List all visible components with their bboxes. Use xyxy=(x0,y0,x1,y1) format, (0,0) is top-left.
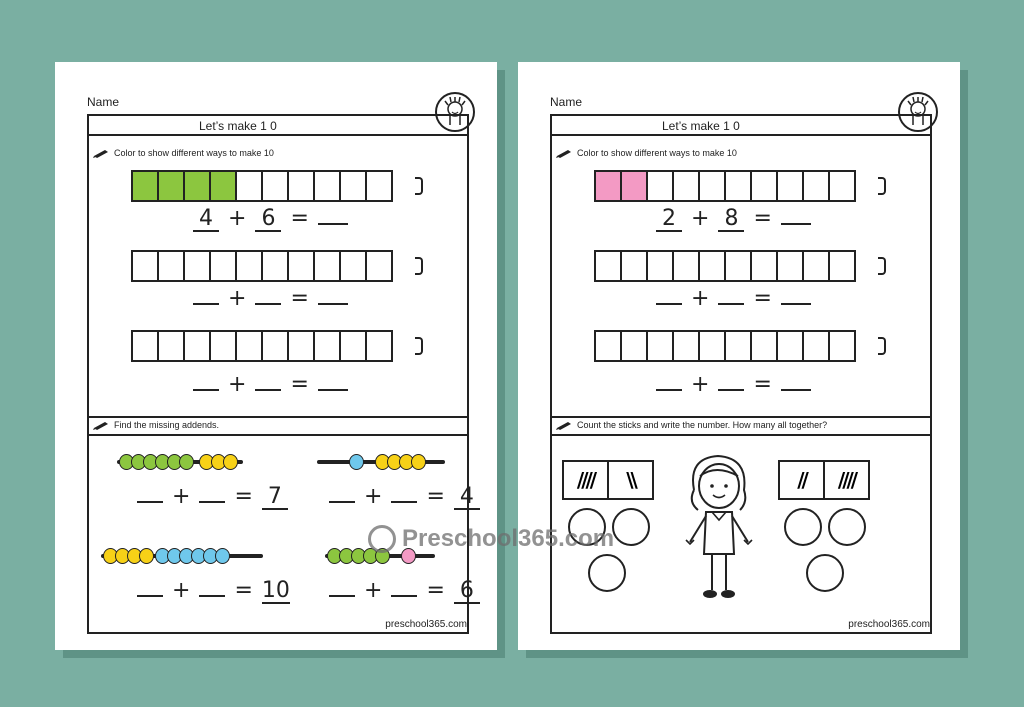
stick-count-box xyxy=(562,460,654,500)
ten-frame-cell[interactable] xyxy=(802,330,830,362)
equation-row xyxy=(654,372,813,397)
ten-frame-cell[interactable] xyxy=(365,170,393,202)
ten-frame-cell[interactable] xyxy=(131,170,159,202)
ten-frame-cell[interactable] xyxy=(828,170,856,202)
ten-frame-cell[interactable] xyxy=(828,330,856,362)
ten-frame-cell[interactable] xyxy=(209,250,237,282)
sum-blank[interactable] xyxy=(781,389,811,391)
stick-group: \\ xyxy=(607,462,652,498)
abacus-equation xyxy=(327,578,482,604)
instruction-text: Color to show different ways to make 10 xyxy=(114,148,274,158)
ten-frame-cell[interactable] xyxy=(261,250,289,282)
equation-row xyxy=(654,286,813,311)
name-label: Name xyxy=(550,95,583,109)
pencil-icon xyxy=(556,421,572,430)
ten-frame-cell[interactable] xyxy=(287,250,315,282)
ten-frame-cell[interactable] xyxy=(594,170,622,202)
addend-a[interactable] xyxy=(656,389,682,391)
plus-sign: + xyxy=(172,578,191,603)
worksheet-frame xyxy=(87,114,474,634)
ten-frame-cell[interactable] xyxy=(750,330,778,362)
addend-b[interactable] xyxy=(391,595,417,597)
ten-frame-cell[interactable] xyxy=(620,250,648,282)
ten-frame-cell[interactable] xyxy=(724,170,752,202)
worksheet-title: Let’s make 1 0 xyxy=(199,119,277,133)
number-bond-circle[interactable] xyxy=(612,508,650,546)
ten-frame-cell[interactable] xyxy=(776,250,804,282)
title-row xyxy=(89,116,467,136)
addend-b[interactable] xyxy=(255,389,281,391)
addend-b[interactable]: 8 xyxy=(718,208,744,232)
instruction-text: Find the missing addends. xyxy=(114,420,220,430)
section-divider xyxy=(89,416,467,418)
watermark xyxy=(368,525,614,553)
ten-frame-cell[interactable] xyxy=(698,330,726,362)
number-bond-circle[interactable] xyxy=(784,508,822,546)
sum-blank[interactable] xyxy=(318,303,348,305)
sum-blank[interactable] xyxy=(318,389,348,391)
stick-group: //// xyxy=(823,462,868,498)
section-divider xyxy=(89,434,467,436)
instruction-text: Count the sticks and write the number. How many all together? xyxy=(577,420,828,430)
ten-frame-cell[interactable] xyxy=(672,170,700,202)
ten-frame-cell[interactable] xyxy=(802,250,830,282)
equals-sign: = xyxy=(426,578,445,603)
addend-b[interactable] xyxy=(718,389,744,391)
addend-a[interactable] xyxy=(193,303,219,305)
addend-a[interactable] xyxy=(193,389,219,391)
bead-abacus xyxy=(317,454,445,470)
footer-url: preschool365.com xyxy=(385,619,467,630)
ten-frame-cell[interactable] xyxy=(209,170,237,202)
addend-a[interactable] xyxy=(656,303,682,305)
plus-sign: + xyxy=(228,372,247,397)
footer-url: preschool365.com xyxy=(848,619,930,630)
ten-frame-cell[interactable] xyxy=(183,170,211,202)
ten-frame-cell[interactable] xyxy=(261,330,289,362)
ten-frame-cell[interactable] xyxy=(183,250,211,282)
ten-frame-cell[interactable] xyxy=(339,170,367,202)
addend-a[interactable]: 2 xyxy=(656,208,682,232)
ten-frame-cell[interactable] xyxy=(287,170,315,202)
plus-sign: + xyxy=(691,286,710,311)
number-bond-circle[interactable] xyxy=(828,508,866,546)
ten-frame-cell[interactable] xyxy=(594,250,622,282)
total-value: 7 xyxy=(262,486,288,510)
ten-frame-cell[interactable] xyxy=(365,330,393,362)
ten-frame-bar[interactable] xyxy=(594,330,878,362)
bead-abacus xyxy=(101,548,263,564)
instruction-sticks xyxy=(556,420,827,430)
ten-frame-cell[interactable] xyxy=(235,330,263,362)
sum-blank[interactable] xyxy=(318,223,348,225)
ten-frame-cell[interactable] xyxy=(313,170,341,202)
addend-a[interactable] xyxy=(137,501,163,503)
addend-b[interactable] xyxy=(199,595,225,597)
pencil-icon xyxy=(93,149,109,158)
watermark-logo-icon xyxy=(368,525,396,553)
ten-frame-cell[interactable] xyxy=(131,250,159,282)
addend-a[interactable] xyxy=(329,595,355,597)
ten-frame-cell[interactable] xyxy=(261,170,289,202)
section-divider xyxy=(552,434,930,436)
ten-frame-cell[interactable] xyxy=(672,250,700,282)
instruction-color xyxy=(93,148,274,158)
sum-blank[interactable] xyxy=(781,303,811,305)
equation-row xyxy=(191,206,350,232)
ten-frame-cell[interactable] xyxy=(750,250,778,282)
equation-row xyxy=(191,372,350,397)
equals-sign: = xyxy=(426,484,445,509)
addend-a[interactable] xyxy=(329,501,355,503)
ten-frame-cell[interactable] xyxy=(776,170,804,202)
name-label: Name xyxy=(87,95,120,109)
ten-frame-cell[interactable] xyxy=(620,330,648,362)
ten-frame-cell[interactable] xyxy=(157,170,185,202)
ten-frame-cell[interactable] xyxy=(646,170,674,202)
ten-frame-cell[interactable] xyxy=(724,330,752,362)
equals-sign: = xyxy=(753,286,772,311)
ten-frame-cell[interactable] xyxy=(698,170,726,202)
ten-frame-cell[interactable] xyxy=(157,250,185,282)
abacus-equation xyxy=(135,484,290,510)
sum-blank[interactable] xyxy=(781,223,811,225)
abacus-equation xyxy=(135,578,292,604)
equation-row xyxy=(191,286,350,311)
number-bond-circle[interactable] xyxy=(806,554,844,592)
addend-a[interactable]: 4 xyxy=(193,208,219,232)
section-divider xyxy=(552,416,930,418)
instruction-addends xyxy=(93,420,219,430)
plus-sign: + xyxy=(172,484,191,509)
worksheet-title: Let’s make 1 0 xyxy=(662,119,740,133)
ten-frame-bar[interactable] xyxy=(131,250,415,282)
worksheet-left xyxy=(55,62,497,650)
instruction-text: Color to show different ways to make 10 xyxy=(577,148,737,158)
ten-frame-cell[interactable] xyxy=(776,330,804,362)
ten-frame-cell[interactable] xyxy=(698,250,726,282)
addend-b[interactable] xyxy=(199,501,225,503)
title-row xyxy=(552,116,930,136)
stick-group: //// xyxy=(576,468,595,492)
addend-a[interactable] xyxy=(137,595,163,597)
ten-frame-cell[interactable] xyxy=(339,330,367,362)
total-value: 10 xyxy=(261,578,290,603)
instruction-color xyxy=(556,148,737,158)
ten-frame-bar[interactable] xyxy=(594,170,878,202)
plus-sign: + xyxy=(691,372,710,397)
equals-sign: = xyxy=(753,206,772,231)
pencil-icon xyxy=(93,421,109,430)
plus-sign: + xyxy=(364,578,383,603)
ten-frame-cell[interactable] xyxy=(646,330,674,362)
total-value: 4 xyxy=(454,486,480,510)
total-value: 6 xyxy=(454,580,480,604)
stick-group: // xyxy=(797,468,806,492)
bead-abacus xyxy=(117,454,243,470)
plus-sign: + xyxy=(228,206,247,231)
number-bond-circle[interactable] xyxy=(588,554,626,592)
plus-sign: + xyxy=(691,206,710,231)
addend-b[interactable]: 6 xyxy=(255,208,281,232)
ten-frame-cell[interactable] xyxy=(235,250,263,282)
plus-sign: + xyxy=(228,286,247,311)
equals-sign: = xyxy=(234,578,253,603)
ten-frame-cell[interactable] xyxy=(620,170,648,202)
stick-count-box xyxy=(778,460,870,500)
worksheet-frame xyxy=(550,114,932,634)
ten-frame-cell[interactable] xyxy=(646,250,674,282)
ten-frame-cell[interactable] xyxy=(724,250,752,282)
equals-sign: = xyxy=(290,286,309,311)
ten-frame-cell[interactable] xyxy=(287,330,315,362)
equals-sign: = xyxy=(290,372,309,397)
worksheet-right xyxy=(518,62,960,650)
ten-frame-cell[interactable] xyxy=(802,170,830,202)
addend-b[interactable] xyxy=(391,501,417,503)
equals-sign: = xyxy=(290,206,309,231)
equals-sign: = xyxy=(753,372,772,397)
plus-sign: + xyxy=(364,484,383,509)
ten-frame-cell[interactable] xyxy=(828,250,856,282)
ten-frame-cell[interactable] xyxy=(672,330,700,362)
addend-b[interactable] xyxy=(255,303,281,305)
ten-frame-cell[interactable] xyxy=(365,250,393,282)
ten-frame-cell[interactable] xyxy=(339,250,367,282)
addend-b[interactable] xyxy=(718,303,744,305)
girl-illustration xyxy=(676,450,762,606)
ten-frame-bar[interactable] xyxy=(131,170,415,202)
ten-frame-cell[interactable] xyxy=(183,330,211,362)
watermark-text: Preschool365.com xyxy=(402,525,615,552)
pencil-icon xyxy=(556,149,572,158)
ten-frame-cell[interactable] xyxy=(313,330,341,362)
ten-frame-cell[interactable] xyxy=(131,330,159,362)
ten-frame-cell[interactable] xyxy=(157,330,185,362)
ten-frame-cell[interactable] xyxy=(594,330,622,362)
ten-frame-cell[interactable] xyxy=(750,170,778,202)
abacus-equation xyxy=(327,484,482,510)
equation-row xyxy=(654,206,813,232)
equals-sign: = xyxy=(234,484,253,509)
ten-frame-cell[interactable] xyxy=(313,250,341,282)
ten-frame-bar[interactable] xyxy=(594,250,878,282)
ten-frame-cell[interactable] xyxy=(235,170,263,202)
ten-frame-bar[interactable] xyxy=(131,330,415,362)
ten-frame-cell[interactable] xyxy=(209,330,237,362)
